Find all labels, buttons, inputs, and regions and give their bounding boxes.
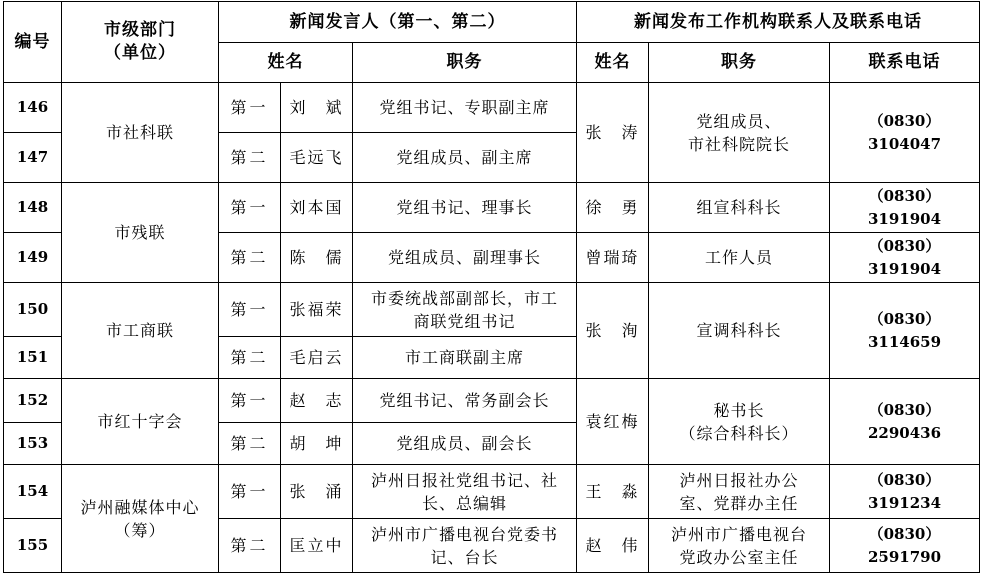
spokesperson-table xyxy=(3,1,980,573)
dept-name-label: 泸州融媒体中心 xyxy=(80,497,200,517)
spokesperson-name: 张 涌 xyxy=(281,465,353,519)
header-dept xyxy=(62,2,219,83)
row-number: 152 xyxy=(4,379,62,423)
contact-name: 曾瑞琦 xyxy=(577,233,649,283)
contact-name: 徐 勇 xyxy=(577,183,649,233)
spokesperson-position: 党组书记、理事长 xyxy=(353,183,577,233)
contact-name: 王 淼 xyxy=(577,465,649,519)
contact-position: 宣调科科长 xyxy=(649,283,830,379)
contact-phone: （0830）2591790 xyxy=(830,519,980,573)
spokesperson-name: 赵 志 xyxy=(281,379,353,423)
contact-phone: （0830）3104047 xyxy=(830,83,980,183)
dept-name: 市社科联 xyxy=(62,83,219,183)
header-position: 职务 xyxy=(353,43,577,83)
contact-position-line: 泸州市广播电视台 xyxy=(670,524,807,544)
row-number: 148 xyxy=(4,183,62,233)
row-number: 151 xyxy=(4,337,62,379)
header-dept-label: 市级部门 xyxy=(104,20,176,40)
position-line: 商联党组书记 xyxy=(413,311,516,331)
row-number: 150 xyxy=(4,283,62,337)
dept-name: 市残联 xyxy=(62,183,219,283)
contact-position xyxy=(649,465,830,519)
spokesperson-position: 市工商联副主席 xyxy=(353,337,577,379)
contact-name: 张 涛 xyxy=(577,83,649,183)
spokesperson-order: 第一 xyxy=(219,183,281,233)
header-contact-group: 新闻发布工作机构联系人及联系电话 xyxy=(577,2,980,43)
spokesperson-order: 第二 xyxy=(219,233,281,283)
dept-name xyxy=(62,465,219,573)
contact-position-line: 秘书长 xyxy=(713,400,765,420)
table-row xyxy=(4,83,980,133)
header-contact-position: 职务 xyxy=(649,43,830,83)
spokesperson-order: 第二 xyxy=(219,519,281,573)
spokesperson-position: 党组成员、副理事长 xyxy=(353,233,577,283)
spokesperson-name: 匡立中 xyxy=(281,519,353,573)
contact-position xyxy=(649,379,830,465)
row-number: 153 xyxy=(4,423,62,465)
contact-name: 张 洵 xyxy=(577,283,649,379)
row-number: 155 xyxy=(4,519,62,573)
row-number: 149 xyxy=(4,233,62,283)
table-row xyxy=(4,183,980,233)
dept-name: 市红十字会 xyxy=(62,379,219,465)
contact-position-line: （综合科科长） xyxy=(679,423,799,443)
header-contact-name: 姓名 xyxy=(577,43,649,83)
spokesperson-position: 党组成员、副主席 xyxy=(353,133,577,183)
header-spokesperson-group: 新闻发言人（第一、第二） xyxy=(219,2,577,43)
header-phone: 联系电话 xyxy=(830,43,980,83)
spokesperson-order: 第一 xyxy=(219,465,281,519)
contact-position-line: 市社科院院长 xyxy=(687,134,790,154)
contact-phone: （0830）3114659 xyxy=(830,283,980,379)
spokesperson-position xyxy=(353,519,577,573)
contact-position xyxy=(649,83,830,183)
contact-phone: （0830）3191234 xyxy=(830,465,980,519)
spokesperson-name: 刘 斌 xyxy=(281,83,353,133)
contact-position xyxy=(649,519,830,573)
spokesperson-order: 第二 xyxy=(219,133,281,183)
spokesperson-name: 张福荣 xyxy=(281,283,353,337)
header-dept-unit: （单位） xyxy=(104,43,176,63)
contact-name: 赵 伟 xyxy=(577,519,649,573)
contact-phone: （0830）3191904 xyxy=(830,183,980,233)
contact-phone: （0830）3191904 xyxy=(830,233,980,283)
spokesperson-name: 毛远飞 xyxy=(281,133,353,183)
row-number: 146 xyxy=(4,83,62,133)
spokesperson-position xyxy=(353,465,577,519)
contact-phone: （0830）2290436 xyxy=(830,379,980,465)
spokesperson-order: 第二 xyxy=(219,423,281,465)
spokesperson-name: 胡 坤 xyxy=(281,423,353,465)
contact-position: 工作人员 xyxy=(649,233,830,283)
spokesperson-order: 第一 xyxy=(219,83,281,133)
spokesperson-position: 党组书记、常务副会长 xyxy=(353,379,577,423)
position-line: 市委统战部副部长，市工 xyxy=(370,288,558,308)
header-name: 姓名 xyxy=(219,43,353,83)
contact-name: 袁红梅 xyxy=(577,379,649,465)
position-line: 泸州日报社党组书记、社 xyxy=(370,470,558,490)
table-row xyxy=(4,379,980,423)
spokesperson-order: 第一 xyxy=(219,379,281,423)
position-line: 长、总编辑 xyxy=(421,493,507,513)
spokesperson-name: 毛启云 xyxy=(281,337,353,379)
dept-name: 市工商联 xyxy=(62,283,219,379)
position-line: 泸州市广播电视台党委书 xyxy=(370,524,558,544)
row-number: 147 xyxy=(4,133,62,183)
table-row xyxy=(4,465,980,519)
spokesperson-position xyxy=(353,283,577,337)
spokesperson-name: 刘本国 xyxy=(281,183,353,233)
contact-position-line: 党组成员、 xyxy=(696,111,782,131)
contact-position: 组宣科科长 xyxy=(649,183,830,233)
spokesperson-position: 党组书记、专职副主席 xyxy=(353,83,577,133)
contact-position-line: 党政办公室主任 xyxy=(679,547,799,567)
spokesperson-name: 陈 儒 xyxy=(281,233,353,283)
position-line: 记、台长 xyxy=(430,547,499,567)
spokesperson-order: 第一 xyxy=(219,283,281,337)
dept-name-note: （筹） xyxy=(114,520,166,540)
header-number: 编号 xyxy=(4,2,62,83)
spokesperson-order: 第二 xyxy=(219,337,281,379)
contact-position-line: 泸州日报社办公 xyxy=(679,470,799,490)
contact-position-line: 室、党群办主任 xyxy=(679,493,799,513)
spokesperson-position: 党组成员、副会长 xyxy=(353,423,577,465)
row-number: 154 xyxy=(4,465,62,519)
table-row xyxy=(4,283,980,337)
